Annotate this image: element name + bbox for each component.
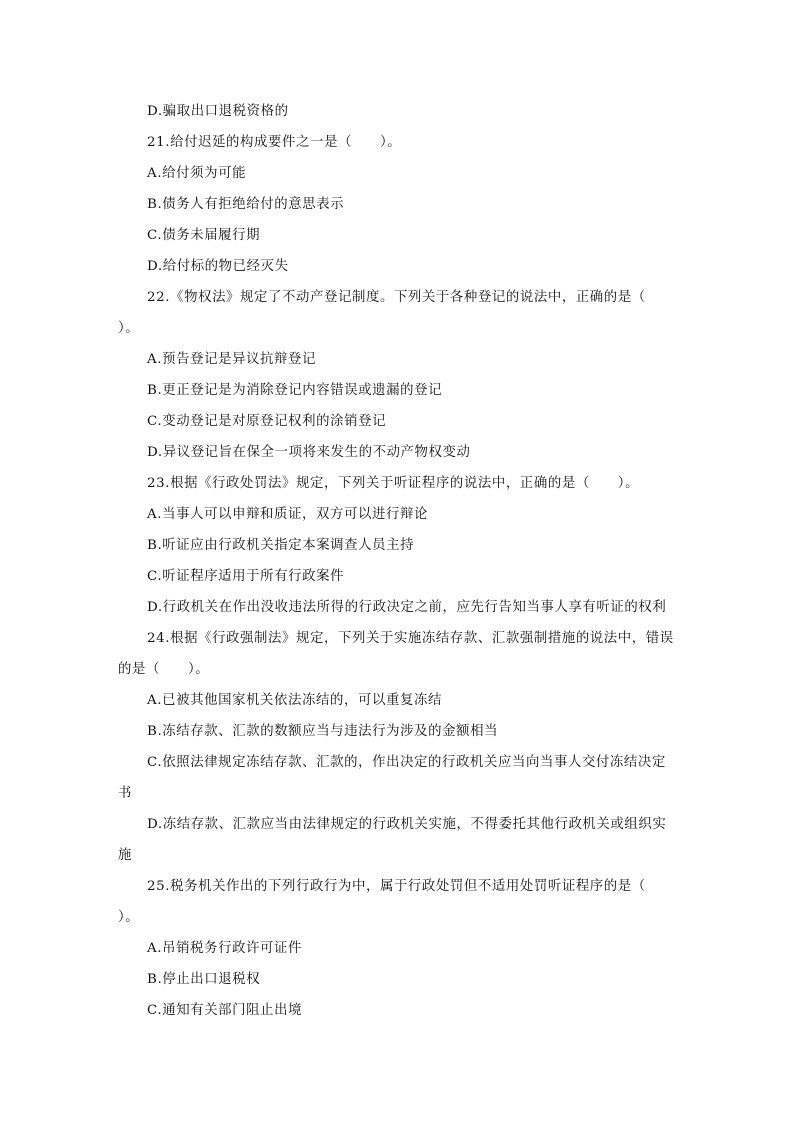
option-a: A.预告登记是异议抗辩登记 [147, 352, 317, 367]
option-c: C.通知有关部门阻止出境 [147, 1003, 303, 1018]
question-21: 21.给付迟延的构成要件之一是（ ）。 [147, 135, 402, 150]
option-b: B.债务人有拒绝给付的意思表示 [147, 197, 345, 212]
option-d-cont: 施 [118, 848, 132, 863]
question-25: 25.税务机关作出的下列行政行为中，属于行政处罚但不适用处罚听证程序的是（ [147, 879, 646, 894]
option-c: C.债务未届履行期 [147, 228, 261, 243]
option-a: A.当事人可以申辩和质证，双方可以进行辩论 [147, 507, 428, 522]
option-b: B.停止出口退税权 [147, 972, 261, 987]
question-24-cont: 的是（ ）。 [118, 662, 210, 677]
option-a: A.给付须为可能 [147, 166, 247, 181]
question-22: 22.《物权法》规定了不动产登记制度。下列关于各种登记的说法中，正确的是（ [147, 290, 646, 305]
option-a: A.已被其他国家机关依法冻结的，可以重复冻结 [147, 693, 442, 708]
option-d: D.行政机关在作出没收违法所得的行政决定之前，应先行告知当事人享有听证的权利 [147, 600, 667, 615]
option-d: D.给付标的物已经灭失 [147, 259, 289, 274]
question-24: 24.根据《行政强制法》规定，下列关于实施冻结存款、汇款强制措施的说法中，错误 [147, 631, 674, 646]
question-25-cont: ）。 [118, 910, 140, 925]
option-c: C.变动登记是对原登记权利的涂销登记 [147, 414, 387, 429]
option-b: B.冻结存款、汇款的数额应当与违法行为涉及的金额相当 [147, 724, 499, 739]
option-c: C.听证程序适用于所有行政案件 [147, 569, 345, 584]
option-c-cont: 书 [118, 786, 132, 801]
text-line: D.骗取出口退税资格的 [147, 104, 289, 119]
option-b: B.听证应由行政机关指定本案调查人员主持 [147, 538, 415, 553]
option-b: B.更正登记是为消除登记内容错误或遗漏的登记 [147, 383, 443, 398]
option-d: D.异议登记旨在保全一项将来发生的不动产物权变动 [147, 445, 471, 460]
option-d: D.冻结存款、汇款应当由法律规定的行政机关实施，不得委托其他行政机关或组织实 [147, 817, 667, 832]
option-a: A.吊销税务行政许可证件 [147, 941, 303, 956]
question-23: 23.根据《行政处罚法》规定，下列关于听证程序的说法中，正确的是（ ）。 [147, 476, 640, 491]
option-c: C.依照法律规定冻结存款、汇款的，作出决定的行政机关应当向当事人交付冻结决定 [147, 755, 666, 770]
question-22-cont: ）。 [118, 321, 140, 336]
